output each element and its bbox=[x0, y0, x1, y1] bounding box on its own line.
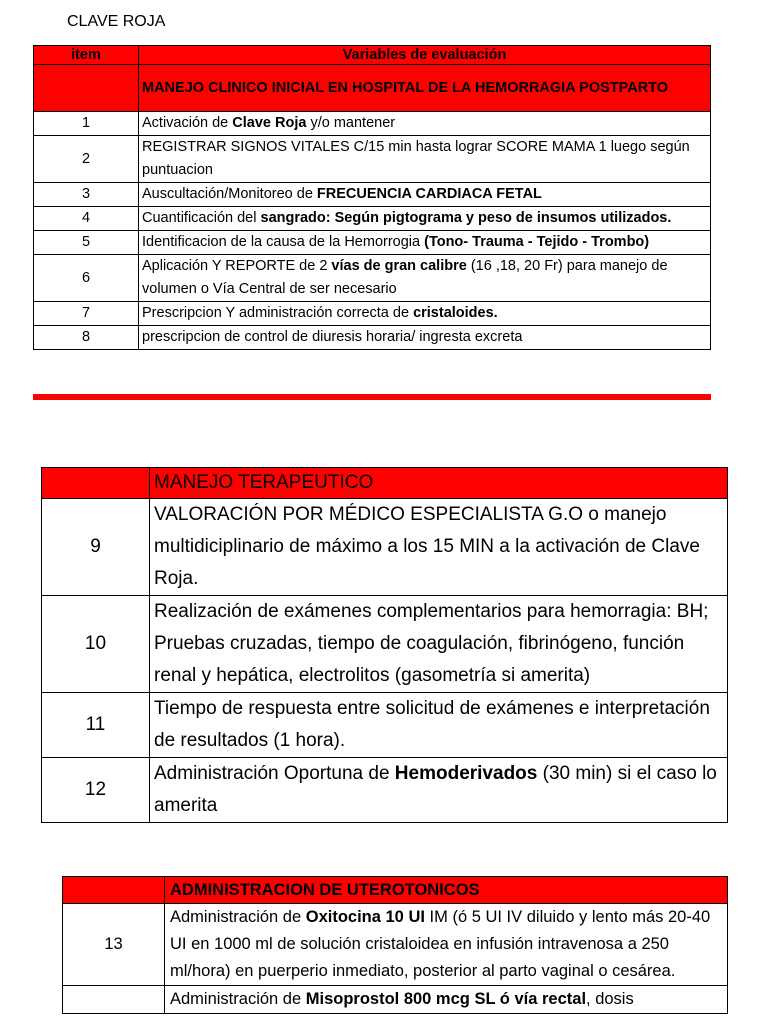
item-number: 13 bbox=[63, 904, 165, 986]
item-text: VALORACIÓN POR MÉDICO ESPECIALISTA G.O o manejo multidiciplinario de máximo a los 15 MIN a la activación de Clave Roja. bbox=[150, 499, 728, 596]
item-text: Administración de Oxitocina 10 UI IM (ó 5 UI IV diluido y lento más 20-40 UI en 1000 ml de solución cristaloidea en infusión intravenosa a 250 ml/hora) en puerperio inmediato, posterior al parto vaginal o cesárea. bbox=[165, 904, 728, 986]
item-text: prescripcion de control de diuresis horaria/ ingresta excreta bbox=[139, 326, 711, 350]
item-number: 9 bbox=[42, 499, 150, 596]
table-row bbox=[42, 693, 728, 758]
item-number bbox=[63, 986, 165, 1014]
section-title: MANEJO TERAPEUTICO bbox=[150, 468, 728, 499]
item-number: 6 bbox=[34, 255, 139, 302]
item-number: 10 bbox=[42, 596, 150, 693]
section-row bbox=[63, 877, 728, 904]
table-header-row bbox=[34, 46, 711, 65]
item-text: REGISTRAR SIGNOS VITALES C/15 min hasta lograr SCORE MAMA 1 luego según puntuacion bbox=[139, 136, 711, 183]
item-text: Prescripcion Y administración correcta de cristaloides. bbox=[139, 302, 711, 326]
table-row bbox=[34, 136, 711, 183]
table-row bbox=[34, 326, 711, 350]
table-row bbox=[34, 231, 711, 255]
table-row bbox=[42, 499, 728, 596]
evaluation-table-uterotonics bbox=[62, 876, 728, 1014]
page-title: CLAVE ROJA bbox=[67, 13, 166, 30]
item-number: 4 bbox=[34, 207, 139, 231]
item-text: Activación de Clave Roja y/o mantener bbox=[139, 112, 711, 136]
column-header-variables: Variables de evaluación bbox=[139, 46, 711, 65]
cropped-red-row bbox=[33, 394, 711, 400]
item-text: Administración de Misoprostol 800 mcg SL ó vía rectal, dosis bbox=[165, 986, 728, 1014]
table-row bbox=[34, 302, 711, 326]
item-number: 8 bbox=[34, 326, 139, 350]
item-text: Administración Oportuna de Hemoderivados (30 min) si el caso lo amerita bbox=[150, 758, 728, 823]
table-row bbox=[63, 986, 728, 1014]
section-row bbox=[34, 65, 711, 112]
item-text: Identificacion de la causa de la Hemorrogia (Tono- Trauma - Tejido - Trombo) bbox=[139, 231, 711, 255]
table-row bbox=[34, 183, 711, 207]
item-number: 2 bbox=[34, 136, 139, 183]
column-header-item: item bbox=[34, 46, 139, 65]
table-row bbox=[42, 758, 728, 823]
table-row bbox=[34, 255, 711, 302]
item-number: 11 bbox=[42, 693, 150, 758]
section-title: MANEJO CLINICO INICIAL EN HOSPITAL DE LA HEMORRAGIA POSTPARTO bbox=[139, 65, 711, 112]
item-text: Cuantificación del sangrado: Según pigtograma y peso de insumos utilizados. bbox=[139, 207, 711, 231]
item-number: 12 bbox=[42, 758, 150, 823]
table-row bbox=[34, 112, 711, 136]
evaluation-table-therapeutic bbox=[41, 467, 728, 823]
table-row bbox=[34, 207, 711, 231]
evaluation-table-initial bbox=[33, 45, 711, 350]
item-number: 1 bbox=[34, 112, 139, 136]
item-text: Aplicación Y REPORTE de 2 vías de gran calibre (16 ,18, 20 Fr) para manejo de volumen o Vía Central de ser necesario bbox=[139, 255, 711, 302]
item-text: Tiempo de respuesta entre solicitud de exámenes e interpretación de resultados (1 hora). bbox=[150, 693, 728, 758]
table-row bbox=[42, 596, 728, 693]
item-number: 3 bbox=[34, 183, 139, 207]
section-row bbox=[42, 468, 728, 499]
item-number: 7 bbox=[34, 302, 139, 326]
table-row bbox=[63, 904, 728, 986]
section-title: ADMINISTRACION DE UTEROTONICOS bbox=[165, 877, 728, 904]
item-text: Auscultación/Monitoreo de FRECUENCIA CARDIACA FETAL bbox=[139, 183, 711, 207]
item-number: 5 bbox=[34, 231, 139, 255]
item-text: Realización de exámenes complementarios para hemorragia: BH; Pruebas cruzadas, tiempo de coagulación, fibrinógeno, función renal y hepática, electrolitos (gasometría si amerita) bbox=[150, 596, 728, 693]
